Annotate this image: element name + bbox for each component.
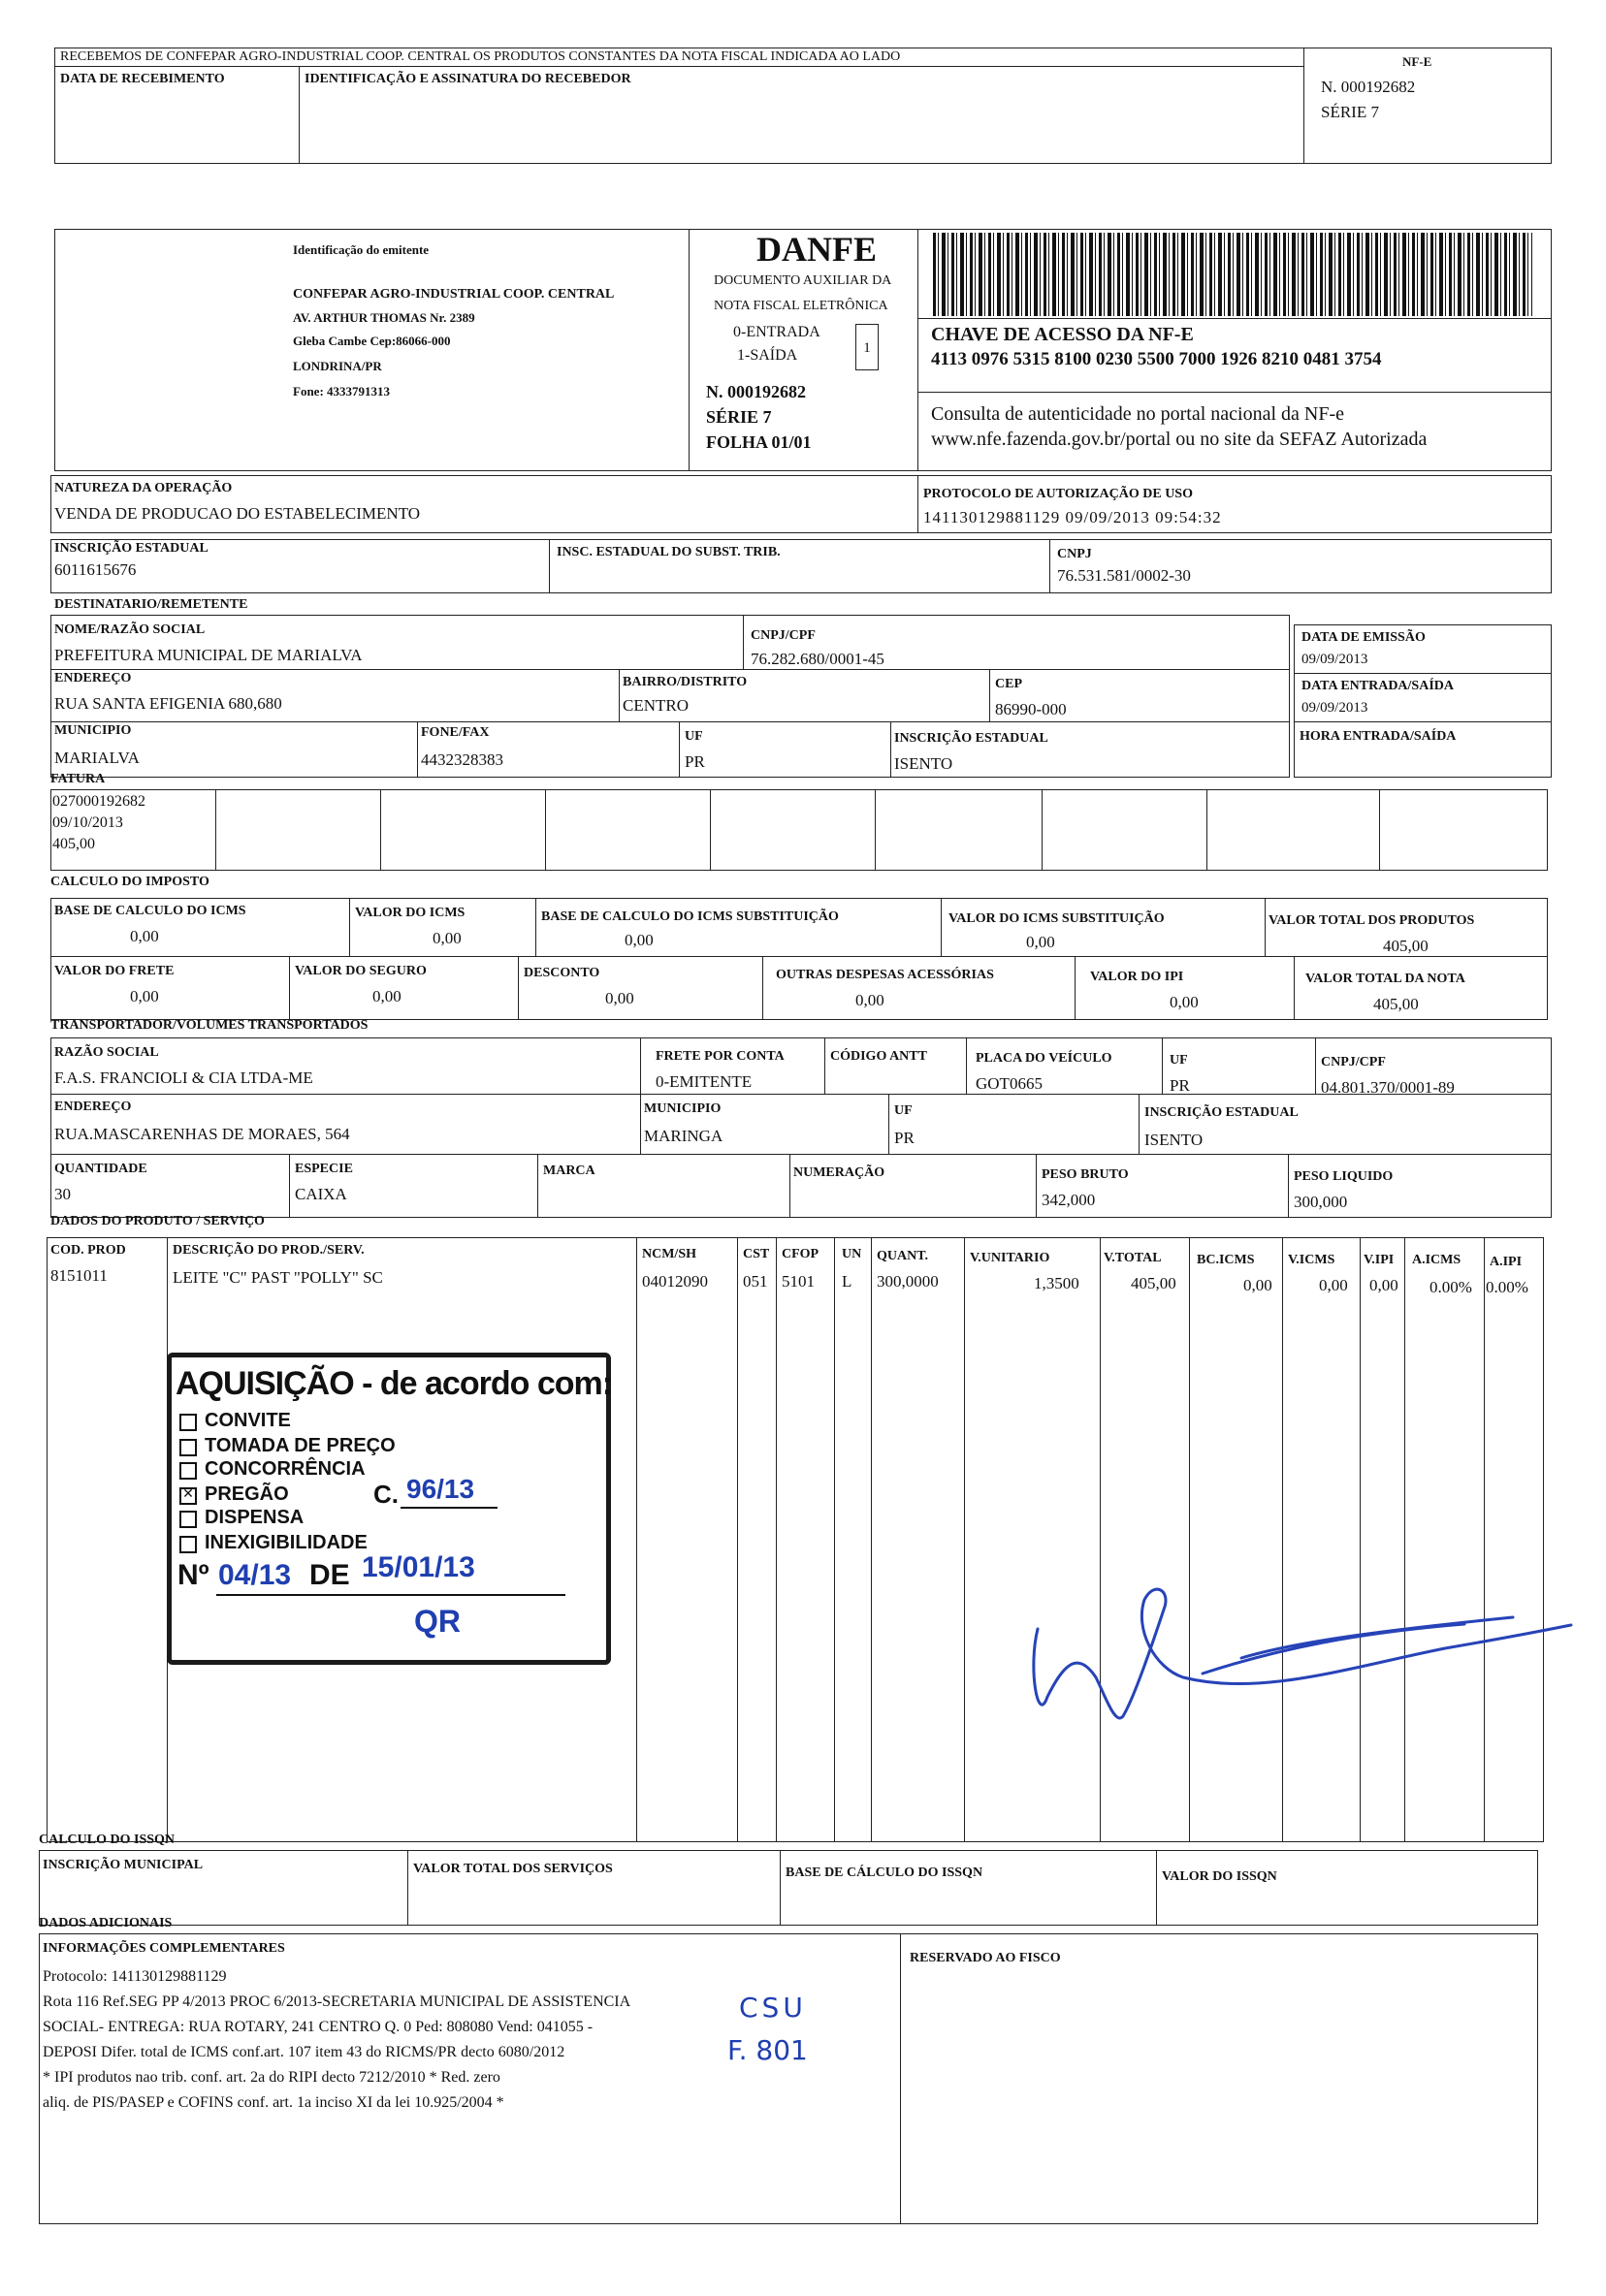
icms-value: 0,00 — [433, 929, 462, 947]
invoice-line2: 09/10/2013 — [52, 814, 123, 831]
danfe-series: SÉRIE 7 — [706, 407, 772, 427]
invoice-line3: 405,00 — [52, 836, 95, 852]
danfe-entrada: 0-ENTRADA — [733, 324, 820, 340]
cnpj-value: 76.531.581/0002-30 — [1057, 566, 1191, 585]
row-aipi: 0.00% — [1486, 1278, 1528, 1296]
checkbox-icon — [179, 1439, 197, 1456]
emitter-city: LONDRINA/PR — [293, 359, 382, 373]
issqn-section: CALCULO DO ISSQN — [39, 1833, 176, 1847]
operation-value: VENDA DE PRODUCAO DO ESTABELECIMENTO — [54, 504, 421, 523]
recipient-address-value: RUA SANTA EFIGENIA 680,680 — [54, 694, 282, 713]
danfe-sub1: DOCUMENTO AUXILIAR DA — [714, 273, 892, 288]
reserved-label: RESERVADO AO FISCO — [910, 1951, 1061, 1965]
danfe-number: N. 000192682 — [706, 382, 806, 401]
col-qty: QUANT. — [877, 1249, 929, 1263]
recipient-phone-value: 4432328383 — [421, 750, 503, 769]
col-ncm: NCM/SH — [642, 1247, 696, 1261]
col-aicms: A.ICMS — [1412, 1253, 1461, 1267]
col-aipi: A.IPI — [1490, 1255, 1523, 1269]
checkbox-icon — [179, 1414, 197, 1431]
invoice-section: FATURA — [50, 772, 106, 786]
carrier-city-label: MUNICIPIO — [644, 1101, 722, 1116]
info-line2: Rota 116 Ref.SEG PP 4/2013 PROC 6/2013-SECRETARIA MUNICIPAL DE ASSISTENCIA — [43, 1993, 631, 2010]
stamp-de-label: DE — [309, 1559, 350, 1591]
species-value: CAIXA — [295, 1185, 347, 1203]
info-line3: SOCIAL- ENTREGA: RUA ROTARY, 241 CENTRO Q. 0 Ped: 808080 Vend: 041055 - — [43, 2019, 594, 2035]
ipi-label: VALOR DO IPI — [1090, 970, 1184, 984]
col-cfop: CFOP — [782, 1247, 819, 1261]
gross-weight-label: PESO BRUTO — [1042, 1167, 1129, 1182]
recipient-uf-label: UF — [685, 729, 703, 744]
gross-weight-value: 342,000 — [1042, 1191, 1096, 1209]
row-cst: 051 — [743, 1272, 768, 1291]
receipt-series: SÉRIE 7 — [1321, 103, 1379, 121]
issqn-block — [39, 1850, 1538, 1926]
stamp-title: AQUISIÇÃO - de acordo com: — [176, 1365, 613, 1402]
protocol-value: 141130129881129 09/09/2013 09:54:32 — [923, 508, 1222, 526]
stamp-c-value: 96/13 — [406, 1474, 475, 1504]
receipt-nfe-label: NF-E — [1402, 54, 1432, 69]
carrier-address-value: RUA.MASCARENHAS DE MORAES, 564 — [54, 1125, 350, 1143]
recipient-ie-value: ISENTO — [894, 754, 953, 773]
receipt-ident-label: IDENTIFICAÇÃO E ASSINATURA DO RECEBEDOR — [305, 72, 631, 86]
danfe-saida: 1-SAÍDA — [737, 347, 798, 364]
row-code: 8151011 — [50, 1266, 108, 1285]
row-cfop: 5101 — [782, 1272, 815, 1291]
access-key-consulta1: Consulta de autenticidade no portal nacional da NF-e — [931, 403, 1344, 425]
row-total: 405,00 — [1131, 1274, 1176, 1292]
insurance-label: VALOR DO SEGURO — [295, 964, 427, 978]
products-total-value: 405,00 — [1383, 937, 1429, 955]
base-st-label: BASE DE CALCULO DO ICMS SUBSTITUIÇÃO — [541, 909, 839, 924]
freight-by-value: 0-EMITENTE — [656, 1072, 753, 1091]
carrier-cnpj-value: 04.801.370/0001-89 — [1321, 1078, 1455, 1097]
recipient-district-label: BAIRRO/DISTRITO — [623, 675, 748, 689]
col-vicms: V.ICMS — [1288, 1253, 1335, 1267]
recipient-city-label: MUNICIPIO — [54, 723, 132, 738]
stamp-opt-pregao: PREGÃO — [205, 1483, 289, 1505]
carrier-ie-value: ISENTO — [1144, 1131, 1204, 1149]
stamp-opt-inexigibilidade: INEXIGIBILIDADE — [205, 1532, 368, 1553]
net-weight-label: PESO LIQUIDO — [1294, 1169, 1394, 1184]
carrier-uf-value: PR — [1170, 1076, 1190, 1095]
info-line6: aliq. de PIS/PASEP e COFINS conf. art. 1a inciso XI da lei 10.925/2004 * — [43, 2094, 504, 2111]
recipient-cnpj-label: CNPJ/CPF — [751, 628, 816, 643]
icms-st-value: 0,00 — [1026, 933, 1055, 951]
info-line1: Protocolo: 141130129881129 — [43, 1968, 227, 1985]
stamp-opt-tomada: TOMADA DE PREÇO — [205, 1435, 396, 1456]
checkbox-icon — [179, 1462, 197, 1480]
registration-row — [50, 539, 1552, 593]
invoice-block — [50, 789, 1548, 871]
receipt-banner: RECEBEMOS DE CONFEPAR AGRO-INDUSTRIAL COOP. CENTRAL OS PRODUTOS CONSTANTES DA NOTA FISCAL INDICADA AO LADO — [60, 49, 901, 64]
other-value: 0,00 — [855, 991, 884, 1009]
checked-box-icon: ✕ — [179, 1487, 197, 1505]
col-desc: DESCRIÇÃO DO PROD./SERV. — [173, 1243, 365, 1258]
carrier-name-label: RAZÃO SOCIAL — [54, 1045, 159, 1060]
col-un: UN — [842, 1247, 862, 1261]
net-weight-value: 300,000 — [1294, 1193, 1348, 1211]
danfe-title: DANFE — [756, 230, 877, 269]
issqn-services-label: VALOR TOTAL DOS SERVIÇOS — [413, 1862, 613, 1876]
icms-label: VALOR DO ICMS — [355, 906, 466, 920]
row-un: L — [842, 1272, 852, 1291]
plate-value: GOT0665 — [976, 1074, 1043, 1093]
time-label: HORA ENTRADA/SAÍDA — [1300, 729, 1457, 744]
stamp-no-value: 04/13 — [218, 1559, 292, 1591]
note-total-label: VALOR TOTAL DA NOTA — [1305, 972, 1465, 986]
discount-label: DESCONTO — [524, 966, 600, 980]
recipient-name-label: NOME/RAZÃO SOCIAL — [54, 622, 206, 637]
col-vipi: V.IPI — [1364, 1253, 1395, 1267]
recipient-address-label: ENDEREÇO — [54, 671, 132, 686]
issqn-im-label: INSCRIÇÃO MUNICIPAL — [43, 1858, 204, 1872]
transport-section: TRANSPORTADOR/VOLUMES TRANSPORTADOS — [50, 1018, 369, 1033]
stamp-opt-dispensa: DISPENSA — [205, 1507, 305, 1528]
carrier-cnpj-label: CNPJ/CPF — [1321, 1055, 1386, 1069]
base-icms-value: 0,00 — [130, 927, 159, 945]
inout-value: 09/09/2013 — [1301, 700, 1368, 716]
base-st-value: 0,00 — [625, 931, 654, 949]
issqn-base-label: BASE DE CÁLCULO DO ISSQN — [786, 1866, 983, 1880]
danfe-type-box: 1 — [855, 324, 879, 370]
row-ncm: 04012090 — [642, 1272, 708, 1291]
row-desc: LEITE "C" PAST "POLLY" SC — [173, 1268, 383, 1287]
row-vipi: 0,00 — [1369, 1276, 1398, 1294]
freight-by-label: FRETE POR CONTA — [656, 1049, 785, 1064]
recipient-city-value: MARIALVA — [54, 749, 140, 767]
recipient-phone-label: FONE/FAX — [421, 725, 490, 740]
additional-section: DADOS ADICIONAIS — [39, 1916, 173, 1930]
carrier-name-value: F.A.S. FRANCIOLI & CIA LTDA-ME — [54, 1068, 313, 1087]
recipient-ie-label: INSCRIÇÃO ESTADUAL — [894, 731, 1048, 746]
recipient-cep-label: CEP — [995, 677, 1022, 691]
freight-value: 0,00 — [130, 987, 159, 1005]
issqn-value-label: VALOR DO ISSQN — [1162, 1869, 1277, 1884]
stamp-c-label: C. — [373, 1480, 399, 1509]
col-code: COD. PROD — [50, 1243, 126, 1258]
row-vicms: 0,00 — [1319, 1276, 1348, 1294]
carrier-uf2-value: PR — [894, 1129, 915, 1147]
stamp-opt-concorrencia: CONCORRÊNCIA — [205, 1458, 366, 1480]
numbering-label: NUMERAÇÃO — [793, 1165, 885, 1180]
recipient-cep-value: 86990-000 — [995, 700, 1067, 718]
col-total: V.TOTAL — [1104, 1251, 1162, 1265]
acquisition-stamp — [167, 1353, 611, 1665]
carrier-uf-label: UF — [1170, 1053, 1188, 1068]
row-bc: 0,00 — [1243, 1276, 1272, 1294]
checkbox-icon — [179, 1536, 197, 1553]
stamp-no-label: Nº — [177, 1559, 209, 1591]
stamp-opt-convite: CONVITE — [205, 1410, 291, 1431]
col-unit: V.UNITARIO — [970, 1251, 1050, 1265]
row-unit: 1,3500 — [1034, 1274, 1079, 1292]
qty-label: QUANTIDADE — [54, 1162, 147, 1176]
inout-label: DATA ENTRADA/SAÍDA — [1301, 679, 1455, 693]
info-line5: * IPI produtos nao trib. conf. art. 2a do RIPI decto 7212/2010 * Red. zero — [43, 2069, 500, 2086]
danfe-page: FOLHA 01/01 — [706, 432, 812, 452]
carrier-ie-label: INSCRIÇÃO ESTADUAL — [1144, 1105, 1299, 1120]
plate-label: PLACA DO VEÍCULO — [976, 1051, 1112, 1066]
emission-label: DATA DE EMISSÃO — [1301, 630, 1426, 645]
handwritten-csu: CSU — [739, 1992, 807, 2024]
ie-label: INSCRIÇÃO ESTADUAL — [54, 541, 209, 556]
tax-section: CALCULO DO IMPOSTO — [50, 875, 209, 889]
antt-label: CÓDIGO ANTT — [830, 1049, 927, 1064]
carrier-city-value: MARINGA — [644, 1127, 723, 1145]
other-label: OUTRAS DESPESAS ACESSÓRIAS — [776, 968, 994, 982]
receipt-date-label: DATA DE RECEBIMENTO — [60, 72, 225, 86]
recipient-section: DESTINATARIO/REMETENTE — [54, 597, 248, 612]
freight-label: VALOR DO FRETE — [54, 964, 175, 978]
info-label: INFORMAÇÕES COMPLEMENTARES — [43, 1941, 285, 1956]
recipient-uf-value: PR — [685, 752, 705, 771]
discount-value: 0,00 — [605, 989, 634, 1007]
base-icms-label: BASE DE CALCULO DO ICMS — [54, 904, 246, 918]
ie-value: 6011615676 — [54, 560, 137, 579]
recipient-cnpj-value: 76.282.680/0001-45 — [751, 650, 884, 668]
access-key-consulta2: www.nfe.fazenda.gov.br/portal ou no site da SEFAZ Autorizada — [931, 429, 1428, 450]
emitter-street: AV. ARTHUR THOMAS Nr. 2389 — [293, 310, 475, 325]
ie-st-label: INSC. ESTADUAL DO SUBST. TRIB. — [557, 545, 781, 559]
handwritten-f801: F. 801 — [727, 2034, 808, 2066]
access-key-value: 4113 0976 5315 8100 0230 5500 7000 1926 8210 0481 3754 — [931, 349, 1382, 369]
emitter-district: Gleba Cambe Cep:86066-000 — [293, 334, 451, 348]
note-total-value: 405,00 — [1373, 995, 1419, 1013]
emission-value: 09/09/2013 — [1301, 652, 1368, 667]
col-bc: BC.ICMS — [1197, 1253, 1255, 1267]
stamp-de-value: 15/01/13 — [362, 1551, 475, 1583]
access-key-label: CHAVE DE ACESSO DA NF-E — [931, 324, 1194, 345]
icms-st-label: VALOR DO ICMS SUBSTITUIÇÃO — [948, 911, 1165, 926]
checkbox-icon — [179, 1511, 197, 1528]
invoice-line1: 027000192682 — [52, 793, 145, 810]
danfe-sub2: NOTA FISCAL ELETRÔNICA — [714, 299, 888, 313]
col-cst: CST — [743, 1247, 770, 1261]
info-line4: DEPOSI Difer. total de ICMS conf.art. 107 item 43 do RICMS/PR decto 6080/2012 — [43, 2044, 565, 2060]
operation-label: NATUREZA DA OPERAÇÃO — [54, 481, 233, 495]
brand-label: MARCA — [543, 1164, 595, 1178]
barcode-image — [933, 233, 1532, 316]
products-section: DADOS DO PRODUTO / SERVIÇO — [50, 1214, 265, 1228]
qty-value: 30 — [54, 1185, 71, 1203]
emitter-heading: Identificação do emitente — [293, 242, 430, 257]
row-qty: 300,0000 — [877, 1272, 939, 1291]
emitter-name: CONFEPAR AGRO-INDUSTRIAL COOP. CENTRAL — [293, 287, 615, 302]
products-total-label: VALOR TOTAL DOS PRODUTOS — [1269, 913, 1475, 928]
signature-scribble — [1009, 1532, 1606, 1765]
recipient-name-value: PREFEITURA MUNICIPAL DE MARIALVA — [54, 646, 363, 664]
insurance-value: 0,00 — [372, 987, 402, 1005]
receipt-number: N. 000192682 — [1321, 78, 1416, 96]
emitter-phone: Fone: 4333791313 — [293, 384, 391, 399]
recipient-district-value: CENTRO — [623, 696, 689, 715]
stamp-initials: QR — [414, 1604, 461, 1639]
ipi-value: 0,00 — [1170, 993, 1199, 1011]
protocol-label: PROTOCOLO DE AUTORIZAÇÃO DE USO — [923, 487, 1193, 501]
species-label: ESPECIE — [295, 1162, 353, 1176]
carrier-address-label: ENDEREÇO — [54, 1100, 132, 1114]
row-aicms: 0.00% — [1429, 1278, 1472, 1296]
carrier-uf2-label: UF — [894, 1103, 913, 1118]
cnpj-label: CNPJ — [1057, 547, 1092, 561]
